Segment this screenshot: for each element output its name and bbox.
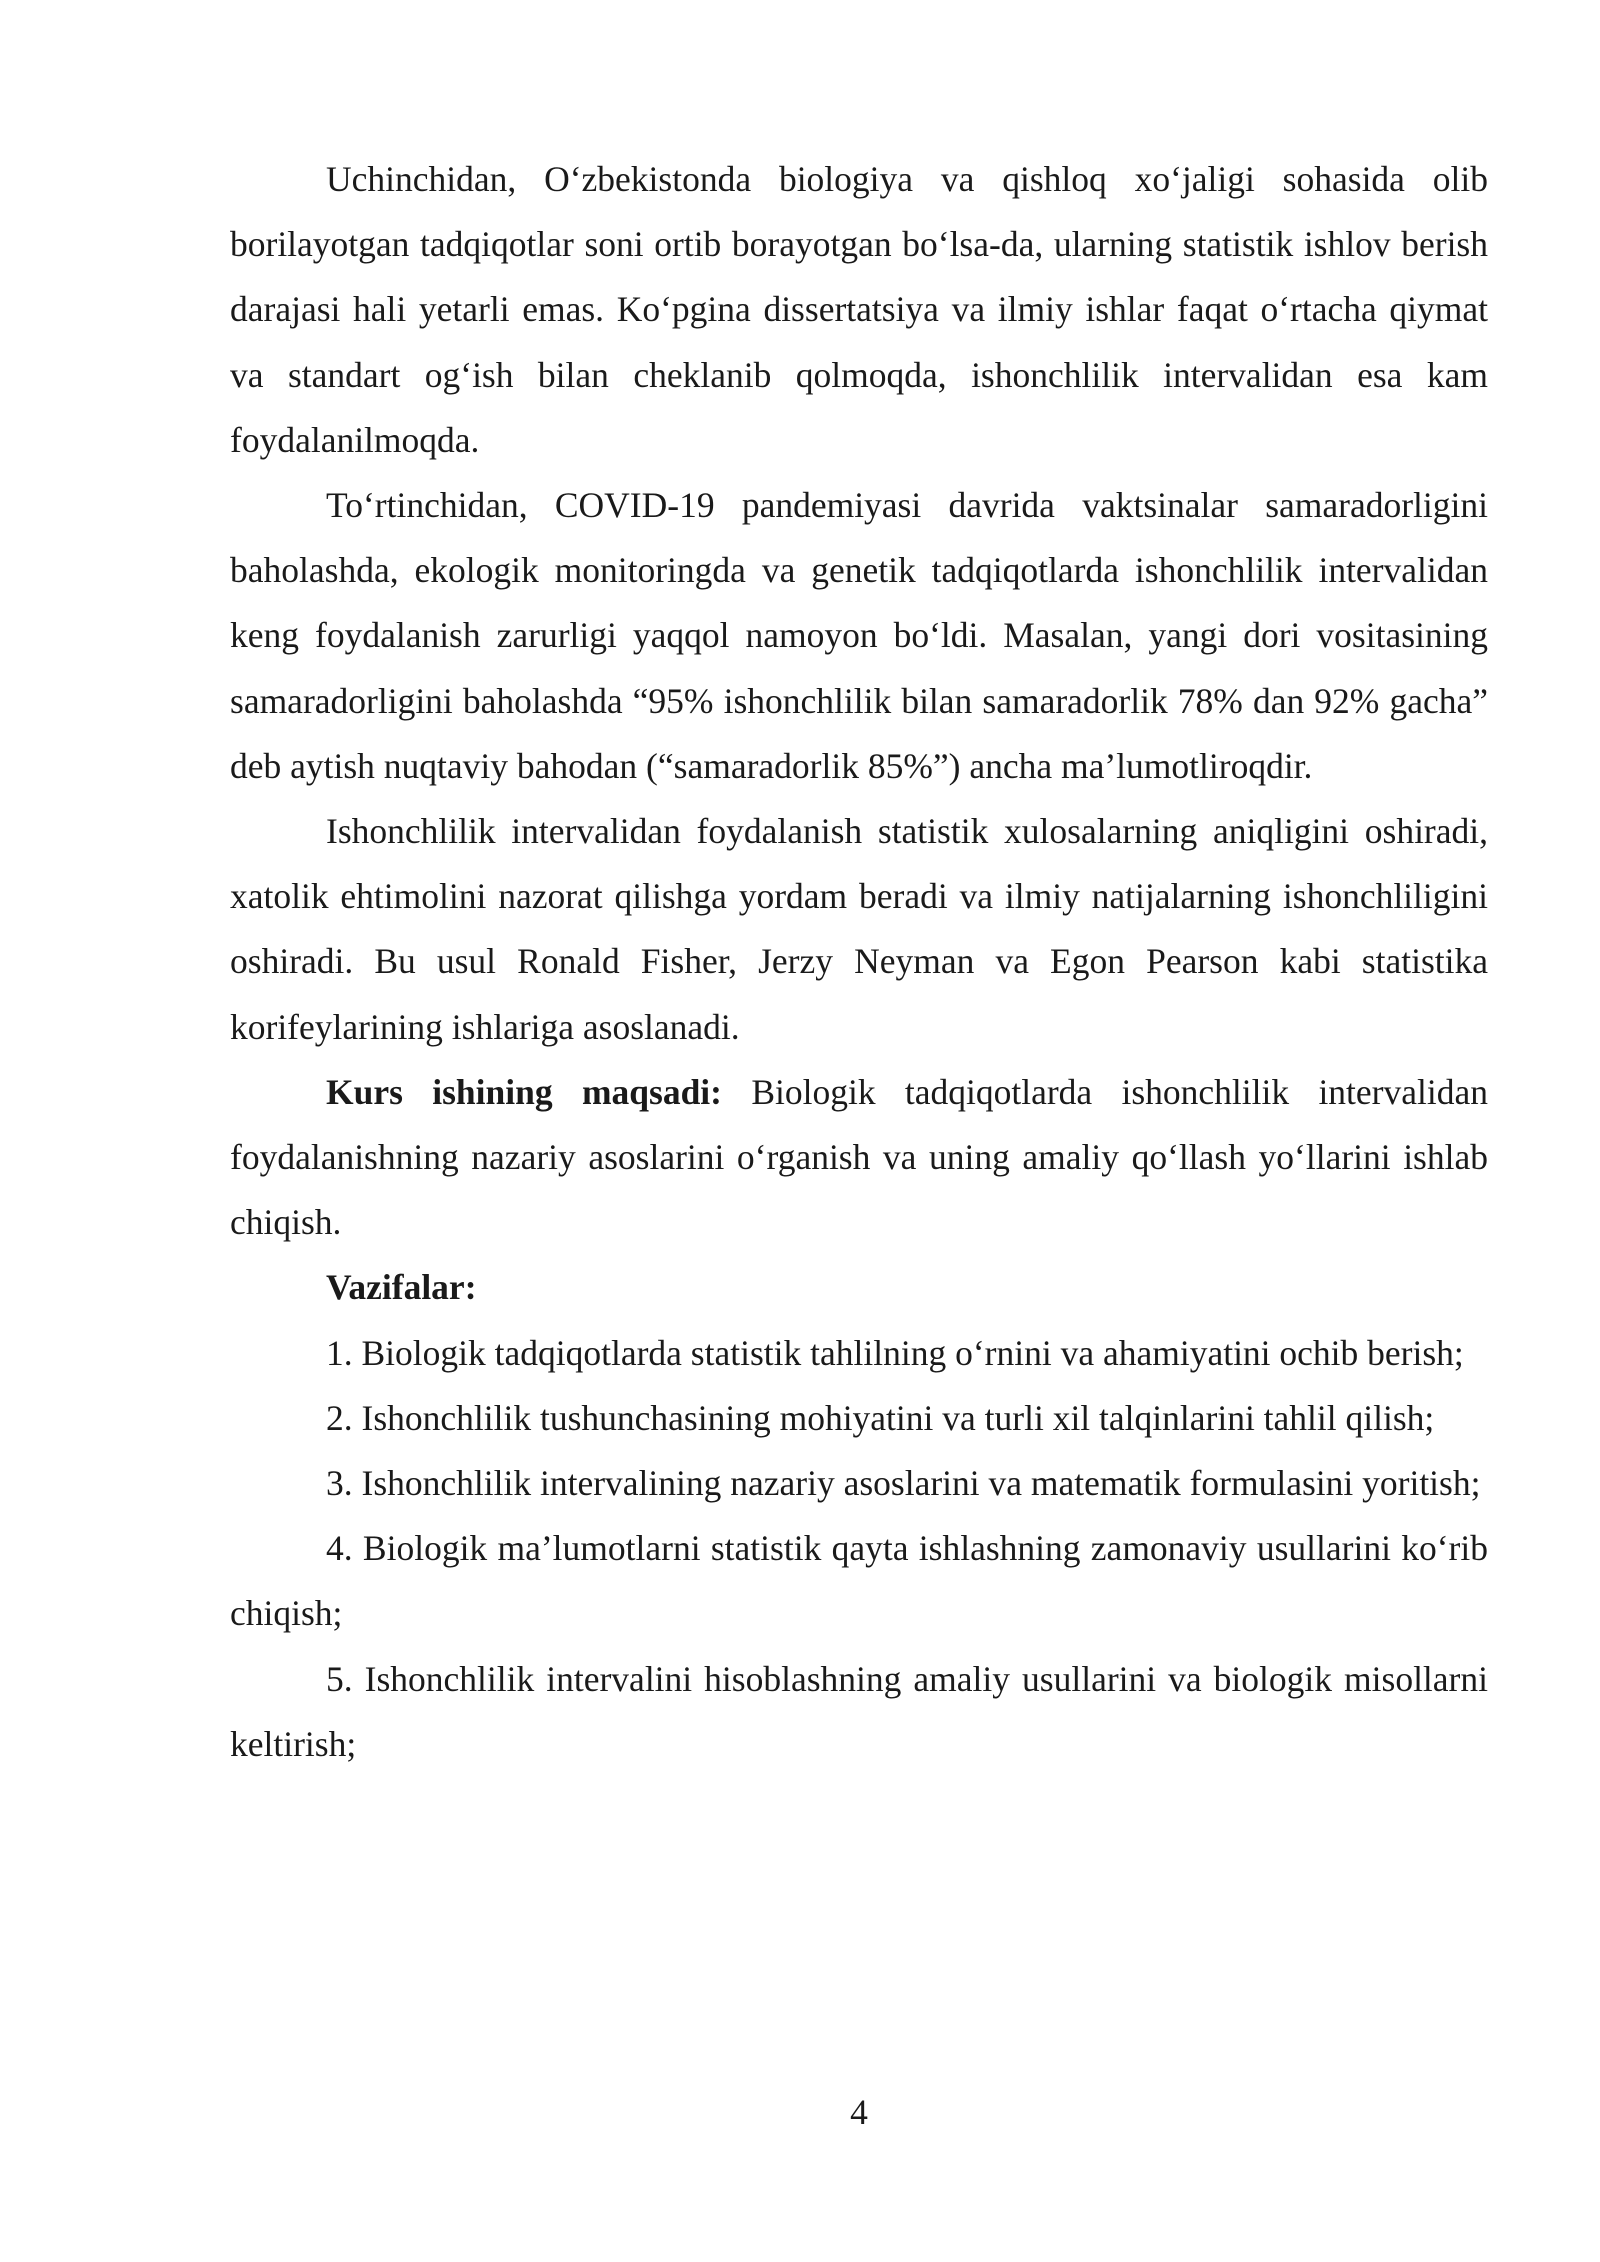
task-text: 1. Biologik tadqiqotlarda statistik tahlilning o‘rnini va ahamiyatini ochib berish; (326, 1332, 1464, 1373)
paragraph-text: To‘rtinchidan, COVID-19 pandemiyasi davrida vaktsinalar samaradorligini baholashda, ekologik monitoringda va genetik tadqiqotlarda ishonchlilik intervalidan keng foydalanish zarurligi yaqqol namoyon bo‘ldi. Masalan, yangi dori vositasining samaradorligini baholashda “95% ishonchlilik bilan samaradorlik 78% dan 92% gacha” deb aytish nuqtaviy bahodan (“samaradorlik 85%”) ancha ma’lumotliroqdir. (230, 485, 1488, 786)
tasks-heading (230, 1255, 1488, 1320)
task-item (230, 1647, 1488, 1777)
paragraph-text: Ishonchlilik intervalidan foydalanish statistik xulosalarning aniqligini oshiradi, xatolik ehtimolini nazorat qilishga yordam beradi va ilmiy natijalarning ishonchliligini oshiradi. Bu usul Ronald Fisher, Jerzy Neyman va Egon Pearson kabi statistika korifeylarining ishlariga asoslanadi. (230, 811, 1488, 1047)
course-goal-label: Kurs ishining maqsadi: (326, 1071, 722, 1112)
task-item (230, 1516, 1488, 1646)
page-body (230, 147, 1488, 1777)
task-text: 3. Ishonchlilik intervalining nazariy asoslarini va matematik formulasini yoritish; (326, 1463, 1481, 1504)
task-text: 2. Ishonchlilik tushunchasining mohiyatini va turli xil talqinlarini tahlil qilish; (326, 1397, 1435, 1438)
paragraph-text: Uchinchidan, O‘zbekistonda biologiya va qishloq xo‘jaligi sohasida olib borilayotgan tadqiqotlar soni ortib borayotgan bo‘lsa-da, ularning statistik ishlov berish darajasi hali yetarli emas. Ko‘pgina dissertatsiya va ilmiy ishlar faqat o‘rtacha qiymat va standart og‘ish bilan cheklanib qolmoqda, ishonchlilik intervalidan esa kam foydalanilmoqda. (230, 159, 1488, 460)
page-number: 4 (850, 2092, 868, 2132)
task-item (230, 1386, 1488, 1451)
paragraph-third-point (230, 147, 1488, 473)
task-item (230, 1321, 1488, 1386)
paragraph-fourth-point (230, 473, 1488, 799)
task-text: 4. Biologik ma’lumotlarni statistik qayta ishlashning zamonaviy usullarini ko‘rib chiqish; (230, 1528, 1488, 1634)
paragraph-interval-benefits (230, 799, 1488, 1060)
task-text: 5. Ishonchlilik intervalini hisoblashning amaliy usullarini va biologik misollarni keltirish; (230, 1658, 1488, 1764)
tasks-heading-text: Vazifalar: (326, 1267, 477, 1308)
paragraph-text: Biologik tadqiqotlarda ishonchlilik intervalidan foydalanishning nazariy asoslarini o‘rganish va uning amaliy qo‘llash yo‘llarini ishlab chiqish. (230, 1071, 1488, 1243)
paragraph-course-goal (230, 1060, 1488, 1256)
task-item (230, 1451, 1488, 1516)
